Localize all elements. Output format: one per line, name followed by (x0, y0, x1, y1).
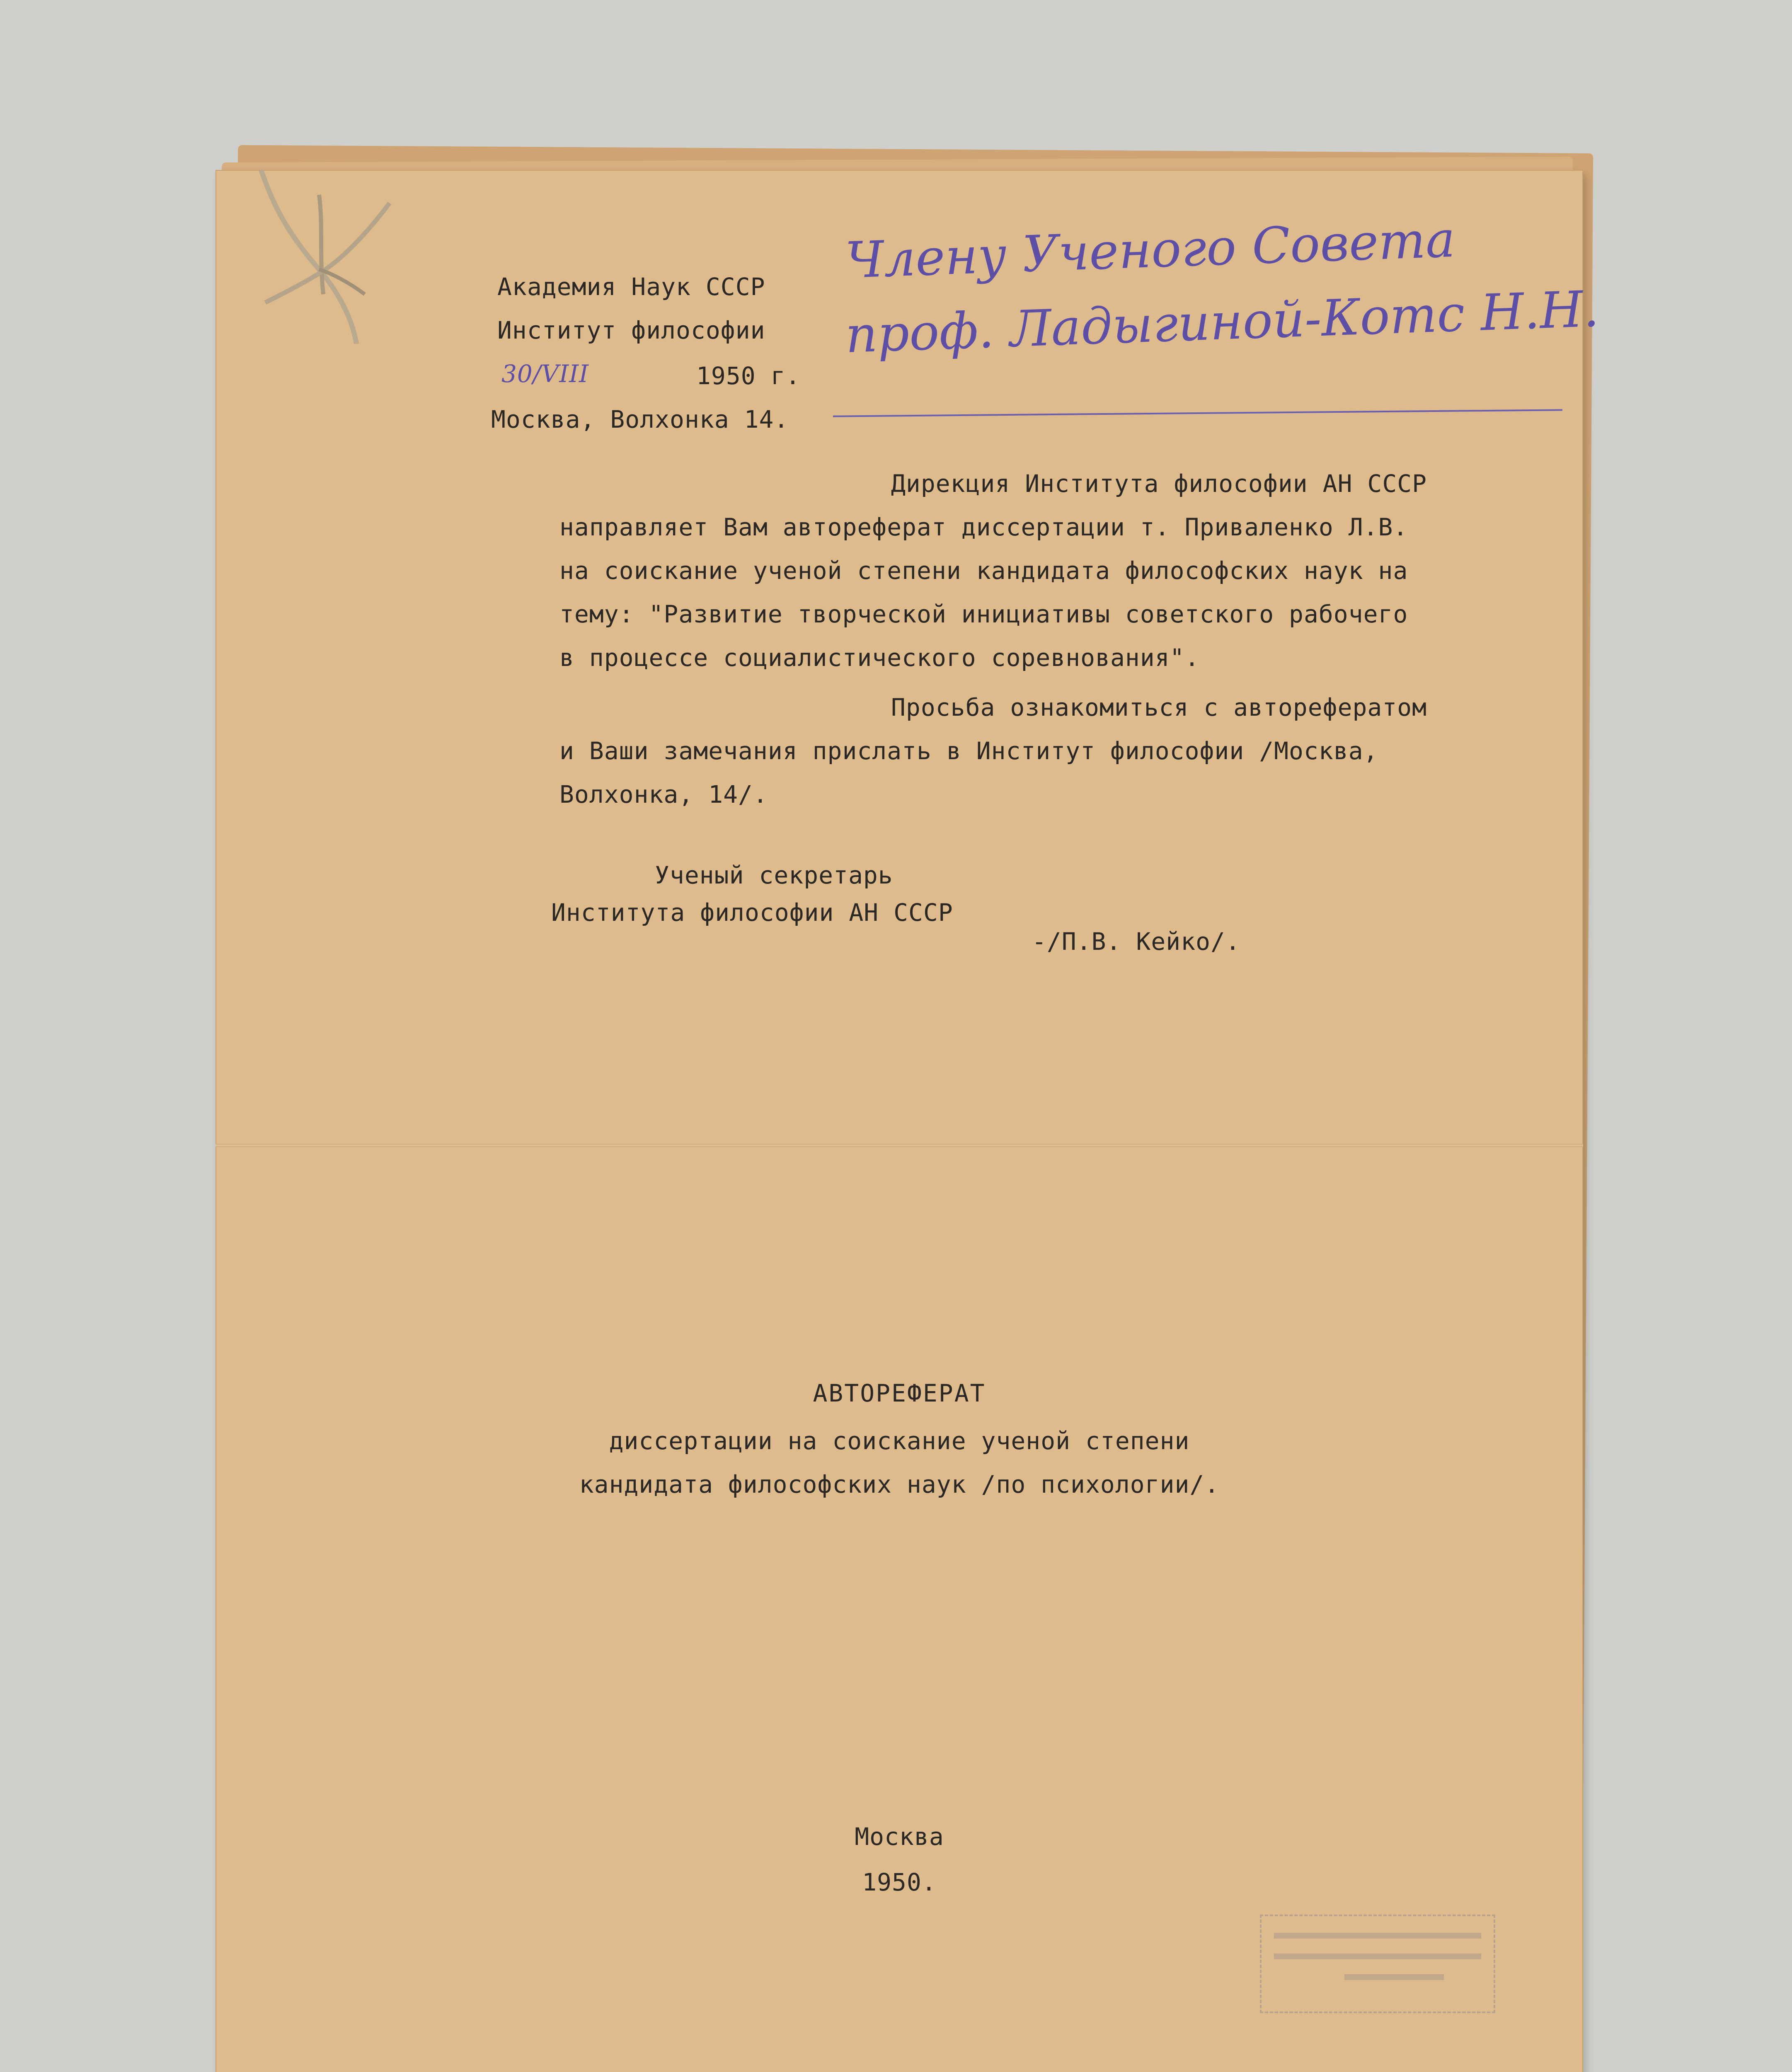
binding-string-icon (216, 170, 423, 344)
institution-institute: Институт философии (497, 316, 765, 344)
signature-name: -/П.В. Кейко/. (1032, 927, 1240, 956)
letter-paragraph-1-line-2: направляет Вам автореферат диссертации т. Приваленко Л.В. (559, 513, 1408, 541)
abstract-subtitle-1: диссертации на соискание ученой степени (609, 1427, 1190, 1455)
letter-paragraph-2-line-2: и Ваши замечания прислать в Институт философии /Москва, (559, 737, 1378, 765)
footer-year: 1950. (862, 1868, 937, 1896)
letter-paragraph-1-line-1: Дирекция Института философии АН СССР (891, 470, 1427, 498)
institution-address: Москва, Волхонка 14. (491, 405, 789, 433)
letter-year: 1950 г. (696, 362, 801, 390)
abstract-subtitle-2: кандидата философских наук /по психологии/. (579, 1470, 1220, 1498)
letter-paragraph-1-line-4: тему: "Развитие творческой инициативы советского рабочего (559, 600, 1408, 628)
signature-title-2: Института философии АН СССР (551, 898, 953, 927)
letter-paragraph-1-line-5: в процессе социалистического соревнования". (559, 644, 1200, 672)
handwritten-underline (833, 409, 1562, 417)
footer-city: Москва (855, 1823, 944, 1851)
signature-title-1: Ученый секретарь (655, 861, 893, 889)
library-stamp (1260, 1915, 1495, 2013)
letter-paragraph-1-line-3: на соискание ученой степени кандидата философских наук на (559, 557, 1408, 585)
letter-paragraph-2-line-3: Волхонка, 14/. (559, 780, 768, 808)
abstract-title: АВТОРЕФЕРАТ (813, 1379, 986, 1407)
handwritten-recipient-line2: проф. Ладыгиной-Котс Н.Н. (844, 280, 1600, 364)
institution-academy: Академия Наук СССР (497, 273, 765, 301)
letter-paragraph-2-line-1: Просьба ознакомиться с авторефератом (891, 693, 1427, 721)
letter-date-handwritten: 30/VIII (501, 360, 589, 388)
document-sheet (216, 170, 1600, 2072)
paper-fold-line (216, 1144, 1583, 1147)
handwritten-recipient-line1: Члену Ученого Совета (844, 211, 1456, 290)
